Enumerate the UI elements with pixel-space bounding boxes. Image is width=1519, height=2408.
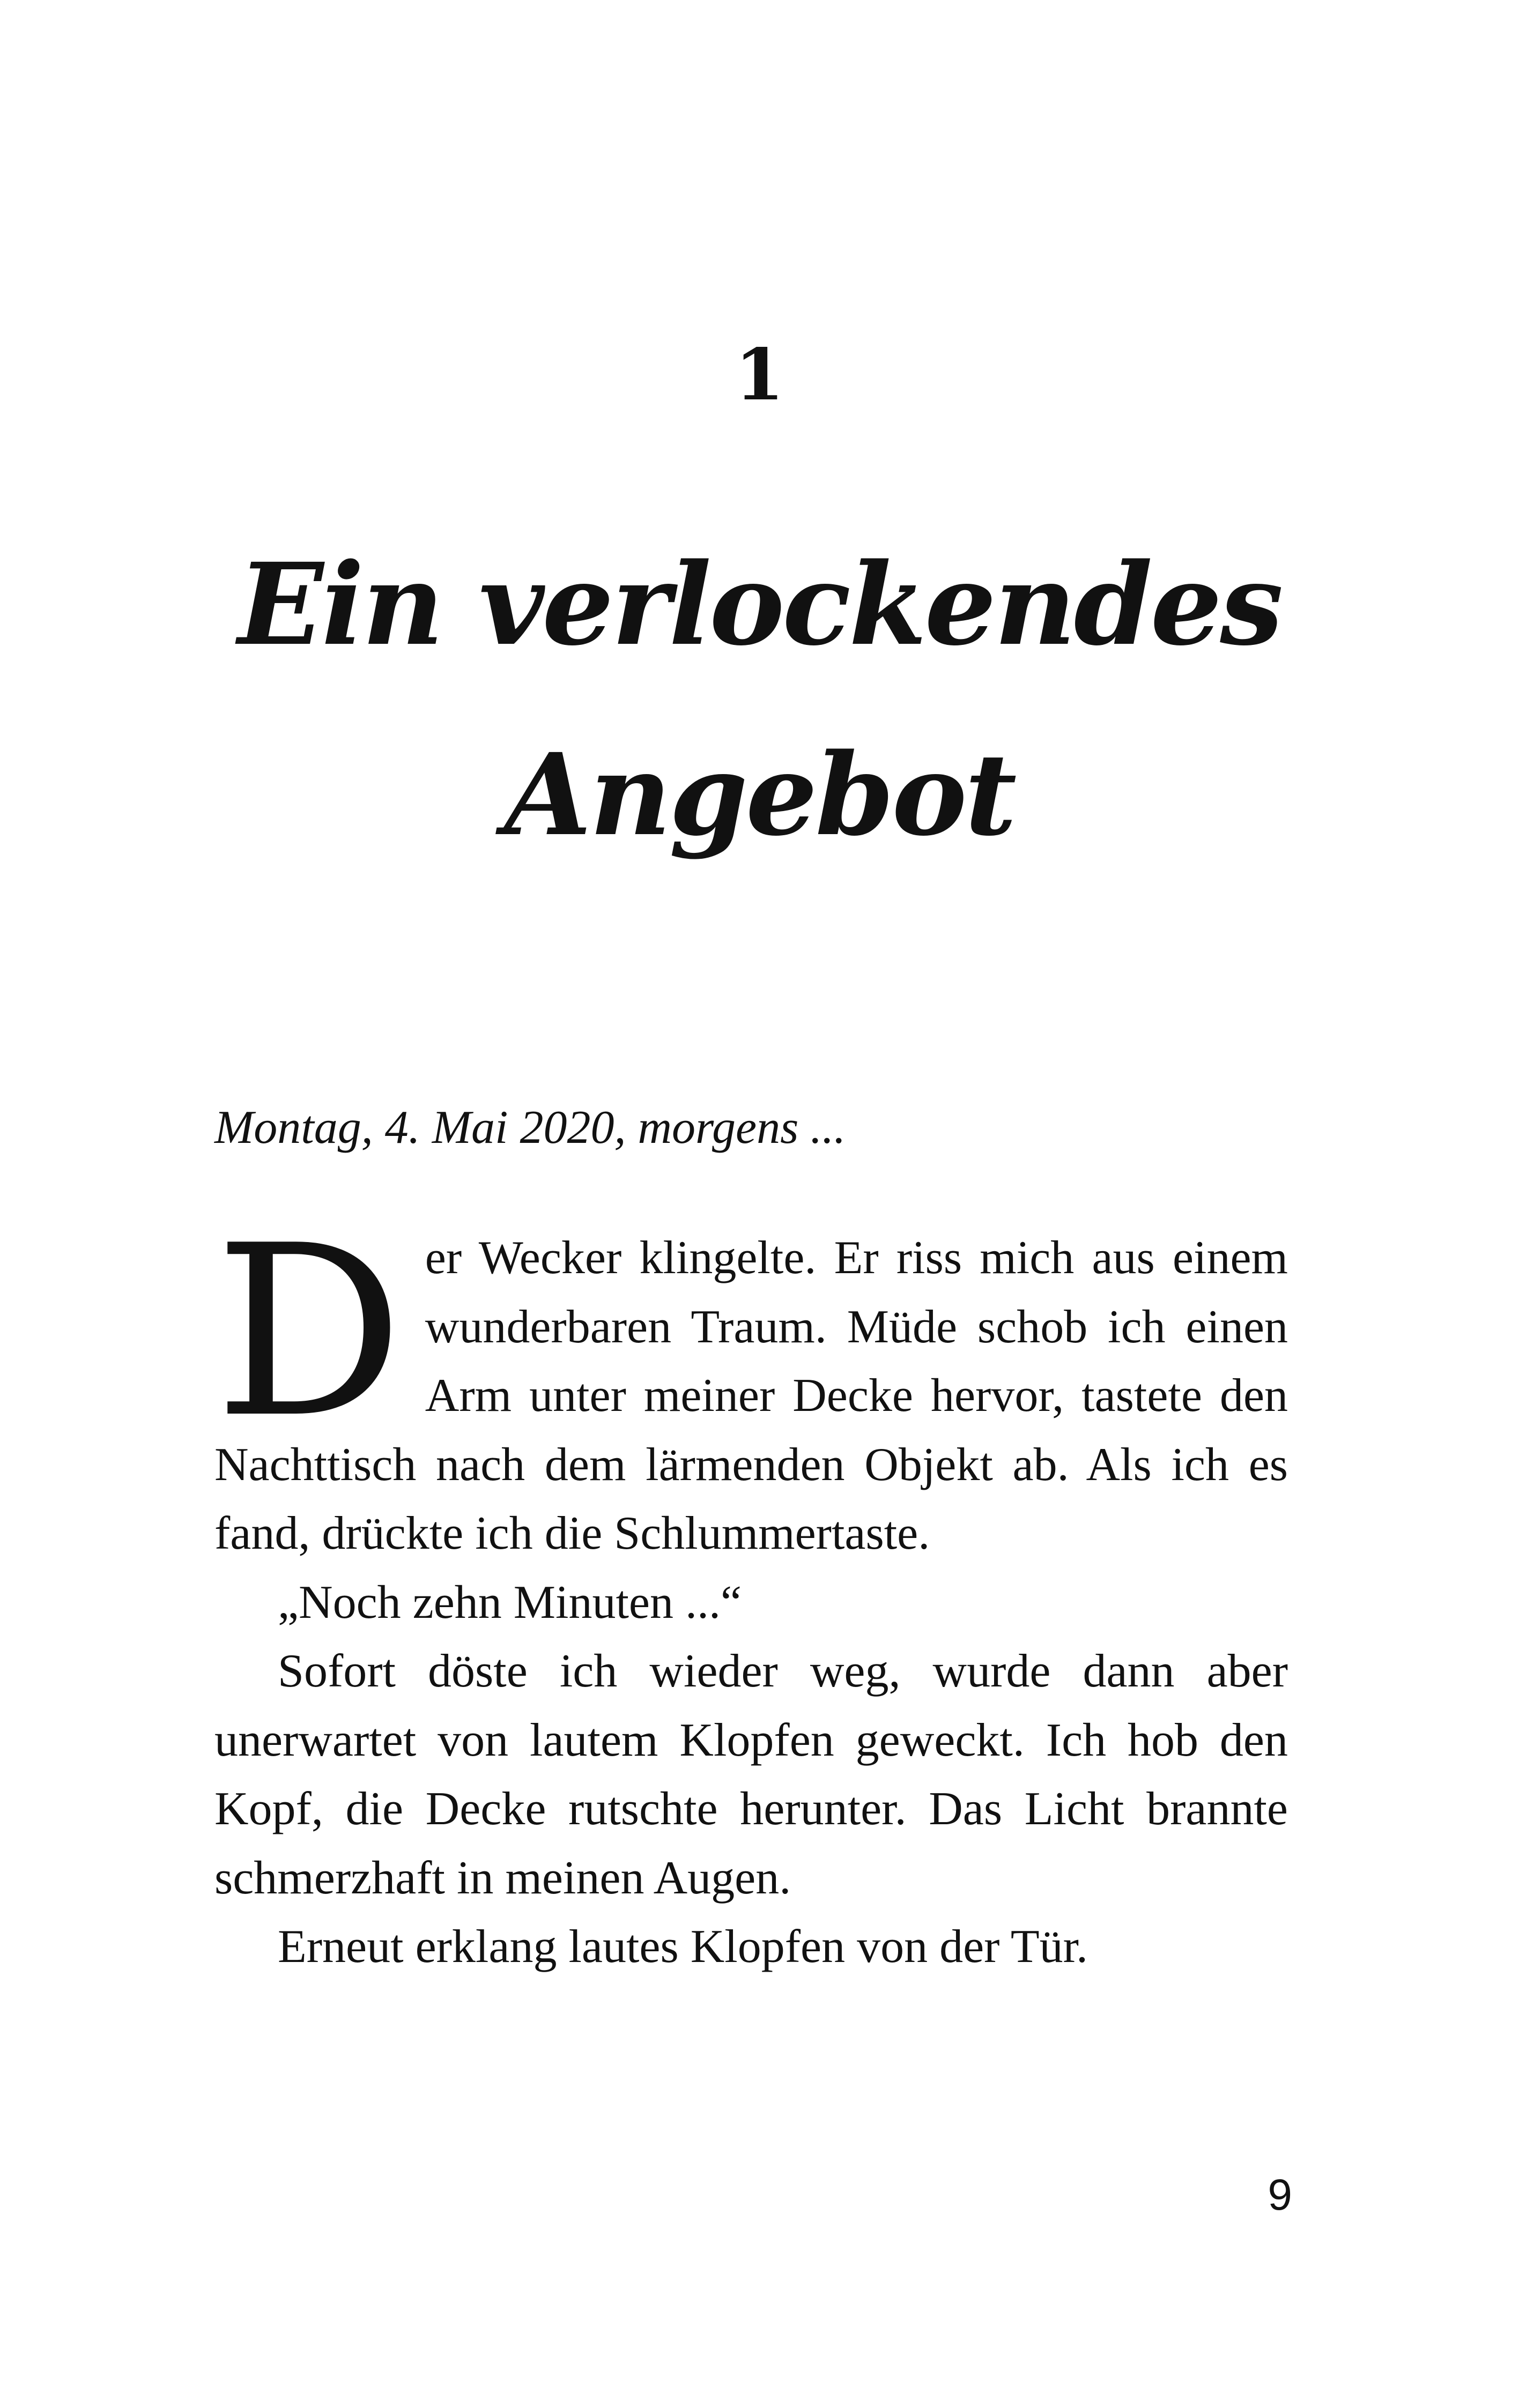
chapter-number: 1	[735, 333, 784, 417]
chapter-title	[0, 509, 1519, 890]
paragraph: er Wecker klingelte. Er riss mich aus einem wunderbaren Traum. Müde schob ich einen Arm unter meiner Decke hervor, tastete den Nachttisch nach dem lärmenden Objekt ab. Als ich es fand, drückte ich die Schlummertaste.	[214, 1232, 1288, 1559]
drop-cap: D	[214, 1195, 404, 1469]
paragraph: „Noch zehn Minuten ...“	[278, 1576, 742, 1629]
page-number: 9	[1268, 2171, 1292, 2219]
paragraph: Sofort döste ich wieder weg, wurde dann aber unerwartet von lautem Klopfen geweckt. Ich hob den Kopf, die Decke rutschte herunter. Das Licht brannte schmerzhaft in meinen Augen.	[214, 1645, 1288, 1904]
dateline: Montag, 4. Mai 2020, morgens ...	[214, 1102, 846, 1154]
chapter-title-line-1: Ein verlockendes	[238, 538, 1281, 671]
chapter-title-line-2: Angebot	[504, 729, 1015, 861]
paragraph: Erneut erklang lautes Klopfen von der Tür.	[278, 1921, 1088, 1973]
story-text	[214, 1195, 1288, 1982]
